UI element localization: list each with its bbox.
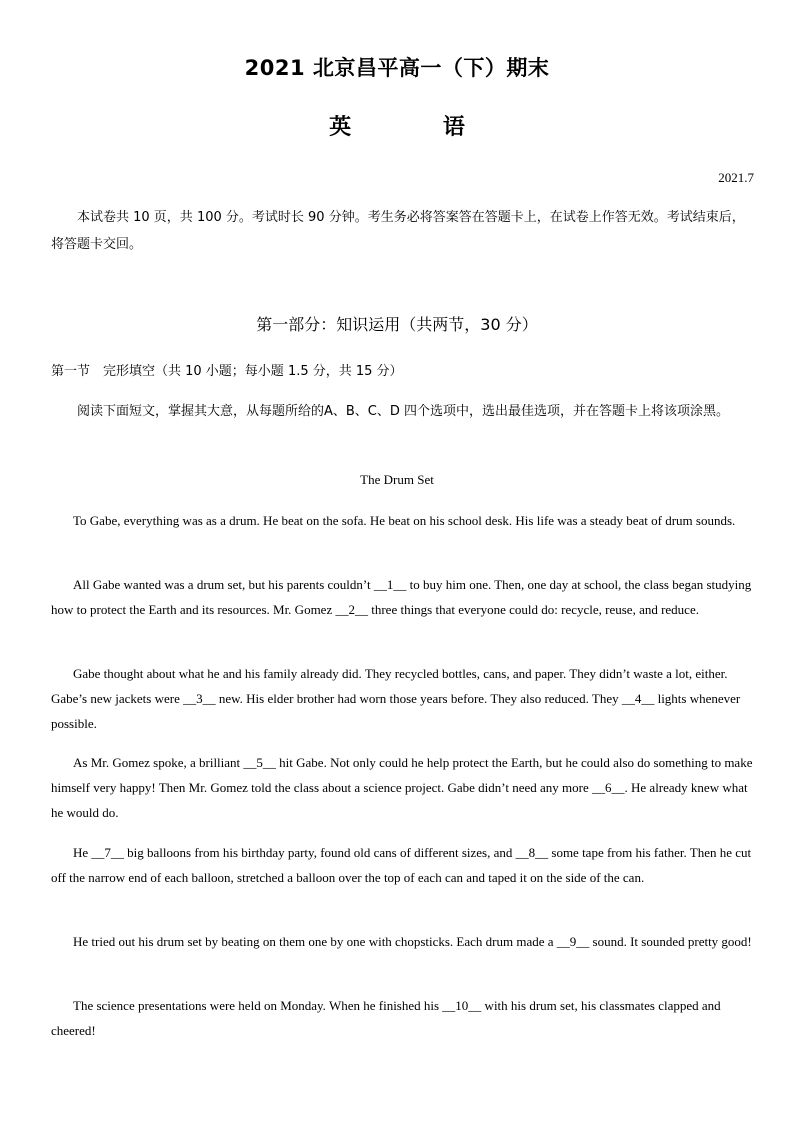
- subject-char-2: 语: [442, 115, 465, 140]
- exam-date: 2021.7: [718, 170, 754, 185]
- passage-paragraph: He tried out his drum set by beating on them one by one with chopsticks. Each drum made a __9__ sound. It sounded pretty good!: [73, 934, 752, 949]
- section-directions: 阅读下面短文，掌握其大意，从每题所给的A、B、C、D 四个选项中，选出最佳选项，并在答题卡上将该项涂黑。: [77, 404, 730, 419]
- passage-paragraph: Gabe thought about what he and his family already did. They recycled bottles, cans, and paper. They didn’t waste a lot, either. Gabe’s new jackets were __3__ new. His elder brother had worn those years before. They also reduced. They __4__ lights whenever possible.: [51, 666, 741, 731]
- passage-paragraph: As Mr. Gomez spoke, a brilliant __5__ hit Gabe. Not only could he help protect the Earth, but he could also do something to make himself very happy! Then Mr. Gomez told the class about a science project. Gabe didn’t need any more __6__. He already knew what he would do.: [51, 755, 753, 820]
- passage-paragraph: He __7__ big balloons from his birthday party, found old cans of different sizes, and __8__ some tape from his father. Then he cut off the narrow end of each balloon, stretched a balloon over the top of each can and taped it on the side of the can.: [51, 845, 752, 885]
- passage-title: The Drum Set: [360, 472, 434, 487]
- exam-instructions: 本试卷共 10 页，共 100 分。考试时长 90 分钟。考生务必将答案答在答题卡上，在试卷上作答无效。考试结束后，将答题卡交回。: [51, 210, 745, 252]
- exam-title: 2021 北京昌平高一（下）期末: [244, 56, 550, 80]
- section-title: 第一节 完形填空（共 10 小题；每小题 1.5 分，共 15 分）: [51, 364, 403, 379]
- part-title: 第一部分：知识运用（共两节，30 分）: [256, 315, 538, 334]
- subject-char-1: 英: [329, 115, 352, 140]
- subject-heading: [0, 110, 794, 141]
- passage-paragraph: The science presentations were held on Monday. When he finished his __10__ with his drum set, his classmates clapped and cheered!: [51, 998, 721, 1038]
- passage-paragraph: All Gabe wanted was a drum set, but his parents couldn’t __1__ to buy him one. Then, one day at school, the class began studying how to protect the Earth and its resources. Mr. Gomez __2__ three things that everyone could do: recycle, reuse, and reduce.: [51, 577, 752, 617]
- passage-paragraph: To Gabe, everything was as a drum. He beat on the sofa. He beat on his school desk. His life was a steady beat of drum sounds.: [73, 513, 736, 528]
